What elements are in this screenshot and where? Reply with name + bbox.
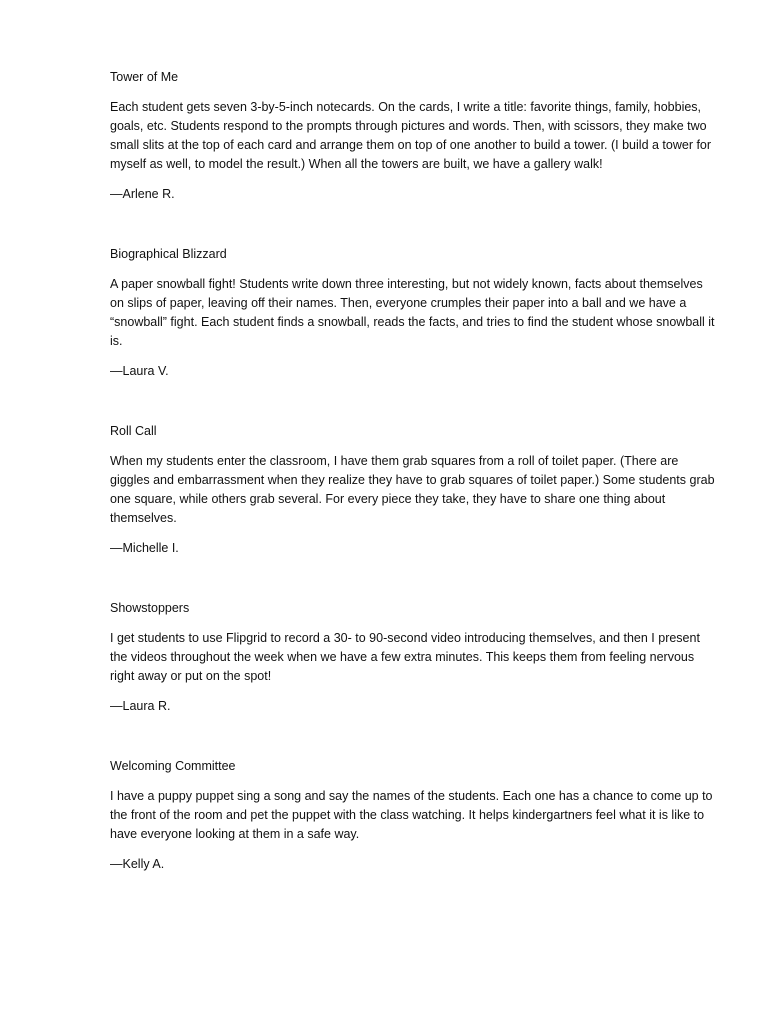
section-tower-of-me <box>110 68 715 204</box>
section-spacer <box>110 381 715 422</box>
section-showstoppers <box>110 599 715 716</box>
section-body: I have a puppy puppet sing a song and say the names of the students. Each one has a chance to come up to the front of the room and pet the puppet with the class watching. It helps kindergartners feel what it is like to have everyone looking at them in a safe way. <box>110 789 713 841</box>
section-roll-call <box>110 422 715 558</box>
section-attribution: —Laura R. <box>110 699 171 713</box>
section-attribution: —Arlene R. <box>110 187 175 201</box>
section-body: I get students to use Flipgrid to record a 30- to 90-second video introducing themselves, and then I present the videos throughout the week when we have a few extra minutes. This keeps them from feeling nervous right away or put on the spot! <box>110 631 700 683</box>
section-body: A paper snowball fight! Students write down three interesting, but not widely known, facts about themselves on slips of paper, leaving off their names. Then, everyone crumples their paper into a ball and we have a “snowball” fight. Each student finds a snowball, reads the facts, and tries to find the student whose snowball it is. <box>110 277 715 348</box>
section-spacer <box>110 204 715 245</box>
section-spacer <box>110 716 715 757</box>
section-title: Tower of Me <box>110 70 179 84</box>
section-title: Showstoppers <box>110 601 190 615</box>
section-attribution: —Kelly A. <box>110 857 165 871</box>
section-spacer <box>110 558 715 599</box>
section-attribution: —Michelle I. <box>110 541 179 555</box>
section-title: Roll Call <box>110 424 157 438</box>
section-title: Welcoming Committee <box>110 759 236 773</box>
section-welcoming-committee <box>110 757 715 874</box>
section-body: Each student gets seven 3-by-5-inch notecards. On the cards, I write a title: favorite things, family, hobbies, goals, etc. Students respond to the prompts through pictures and words. Then, with scissors, they make two small slits at the top of each card and arrange them on top of one another to build a tower. (I build a tower for myself as well, to model the result.) When all the towers are built, we have a gallery walk! <box>110 100 712 171</box>
section-attribution: —Laura V. <box>110 364 169 378</box>
section-biographical-blizzard <box>110 245 715 381</box>
section-title: Biographical Blizzard <box>110 247 227 261</box>
document-page <box>110 68 715 874</box>
section-body: When my students enter the classroom, I have them grab squares from a roll of toilet paper. (There are giggles and embarrassment when they realize they have to grab squares of toilet paper.) Some students grab one square, while others grab several. For every piece they take, they have to share one thing about themselves. <box>110 454 715 525</box>
